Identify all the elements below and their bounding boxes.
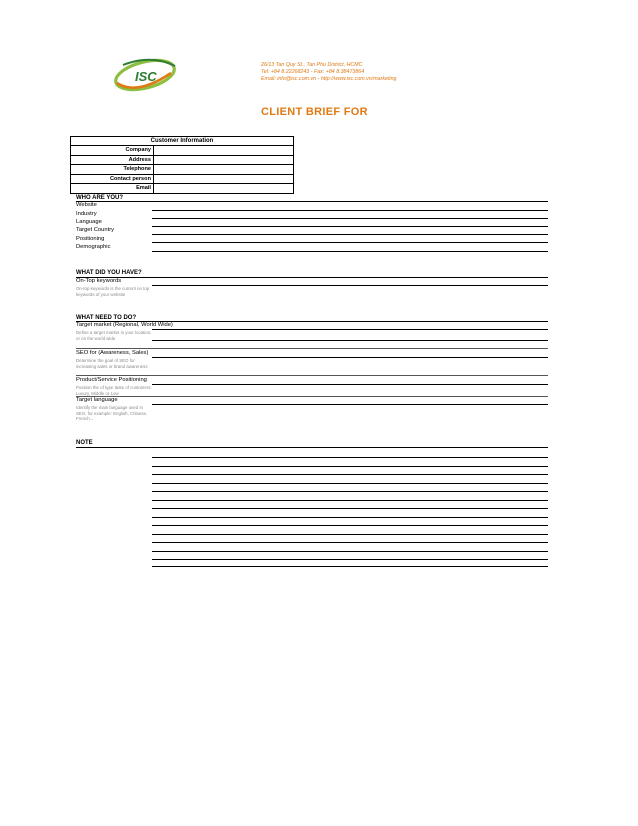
website-label: Website (76, 202, 97, 208)
positioning-label: Positioning (76, 236, 105, 242)
on-top-keywords-desc: On-top keywords is the current on top keywords of your website (76, 286, 150, 297)
contact-person-label: Contact person (71, 175, 154, 184)
company-row (71, 145, 293, 155)
on-top-keywords-field[interactable] (152, 285, 548, 286)
positioning-product-field[interactable] (152, 384, 548, 385)
email-row (71, 183, 293, 193)
note-line-10[interactable] (152, 534, 548, 535)
target-market-label: Target market (Regional, World Wide) (76, 322, 173, 328)
note-line-9[interactable] (152, 525, 548, 526)
note-line-12[interactable] (152, 551, 548, 552)
note-section-title: NOTE (76, 440, 93, 446)
target-language-field[interactable] (152, 404, 548, 405)
language-field[interactable] (152, 226, 548, 227)
positioning-product-rule (76, 396, 548, 397)
website-field[interactable] (152, 210, 548, 211)
seo-for-field[interactable] (152, 357, 548, 358)
logo-text: ISC (135, 69, 157, 84)
target-market-field-2[interactable] (152, 340, 548, 341)
target-language-label: Target language (76, 397, 118, 403)
company-email-web: Email: info@isc.com.vn - http://www.isc.com.vn/marketing (261, 76, 397, 82)
note-line-14[interactable] (152, 566, 548, 567)
customer-info-table (70, 136, 294, 194)
seo-for-label: SEO for (Awareness, Sales) (76, 350, 149, 356)
demographic-field[interactable] (152, 251, 548, 252)
note-line-6[interactable] (152, 500, 548, 501)
industry-label: Industry (76, 211, 97, 217)
positioning-field[interactable] (152, 242, 548, 243)
target-country-label: Target Country (76, 227, 115, 233)
note-line-4[interactable] (152, 483, 548, 484)
demographic-label: Demographic (76, 244, 111, 250)
note-line-8[interactable] (152, 517, 548, 518)
contact-person-row (71, 174, 293, 184)
page-title: CLIENT BRIEF FOR (261, 106, 368, 118)
address-label: Address (71, 156, 154, 165)
note-line-1[interactable] (152, 457, 548, 458)
company-address: 26/13 Tan Quy St., Tan Phu District, HCMC (261, 62, 363, 68)
seo-for-desc: Determine the goal of SEO for increasing sales or brand awareness (76, 358, 148, 369)
note-line-13[interactable] (152, 559, 548, 560)
company-phone-fax: Tel: +84 8.22268243 - Fax: +84 8.38473864 (261, 69, 365, 75)
target-market-rule (76, 348, 548, 349)
address-row (71, 155, 293, 165)
target-market-desc: Define a target market in your location, or on the world wide (76, 330, 152, 341)
telephone-row (71, 164, 293, 174)
have-section-title: WHAT DID YOU HAVE? (76, 270, 142, 276)
note-line-7[interactable] (152, 508, 548, 509)
company-label: Company (71, 146, 154, 155)
company-field[interactable] (154, 146, 293, 155)
email-field[interactable] (154, 184, 293, 193)
telephone-label: Telephone (71, 165, 154, 174)
seo-for-rule (76, 375, 548, 376)
target-language-desc: Identify the main language used in SEO, for example: English, Chinese, French... (76, 405, 148, 422)
contact-person-field[interactable] (154, 175, 293, 184)
positioning-product-label: Product/Service Positioning (76, 377, 147, 383)
who-section-title: WHO ARE YOU? (76, 195, 124, 201)
isc-logo (105, 52, 185, 98)
industry-field[interactable] (152, 218, 548, 219)
who-section-rule (76, 201, 548, 202)
have-section-rule (76, 277, 548, 278)
note-section-rule (76, 447, 548, 448)
language-label: Language (76, 219, 102, 225)
on-top-keywords-label: On-Top keywords (76, 278, 122, 284)
need-section-title: WHAT NEED TO DO? (76, 315, 137, 321)
email-label: Email (71, 184, 154, 193)
target-market-field[interactable] (152, 329, 548, 330)
address-field[interactable] (154, 156, 293, 165)
telephone-field[interactable] (154, 165, 293, 174)
positioning-product-desc: Position the of type taste of customers: Luxury, Middle or Low (76, 385, 152, 396)
note-line-11[interactable] (152, 542, 548, 543)
customer-info-title: Customer Information (150, 138, 214, 144)
note-line-5[interactable] (152, 491, 548, 492)
note-line-3[interactable] (152, 474, 548, 475)
note-line-2[interactable] (152, 466, 548, 467)
target-country-field[interactable] (152, 234, 548, 235)
